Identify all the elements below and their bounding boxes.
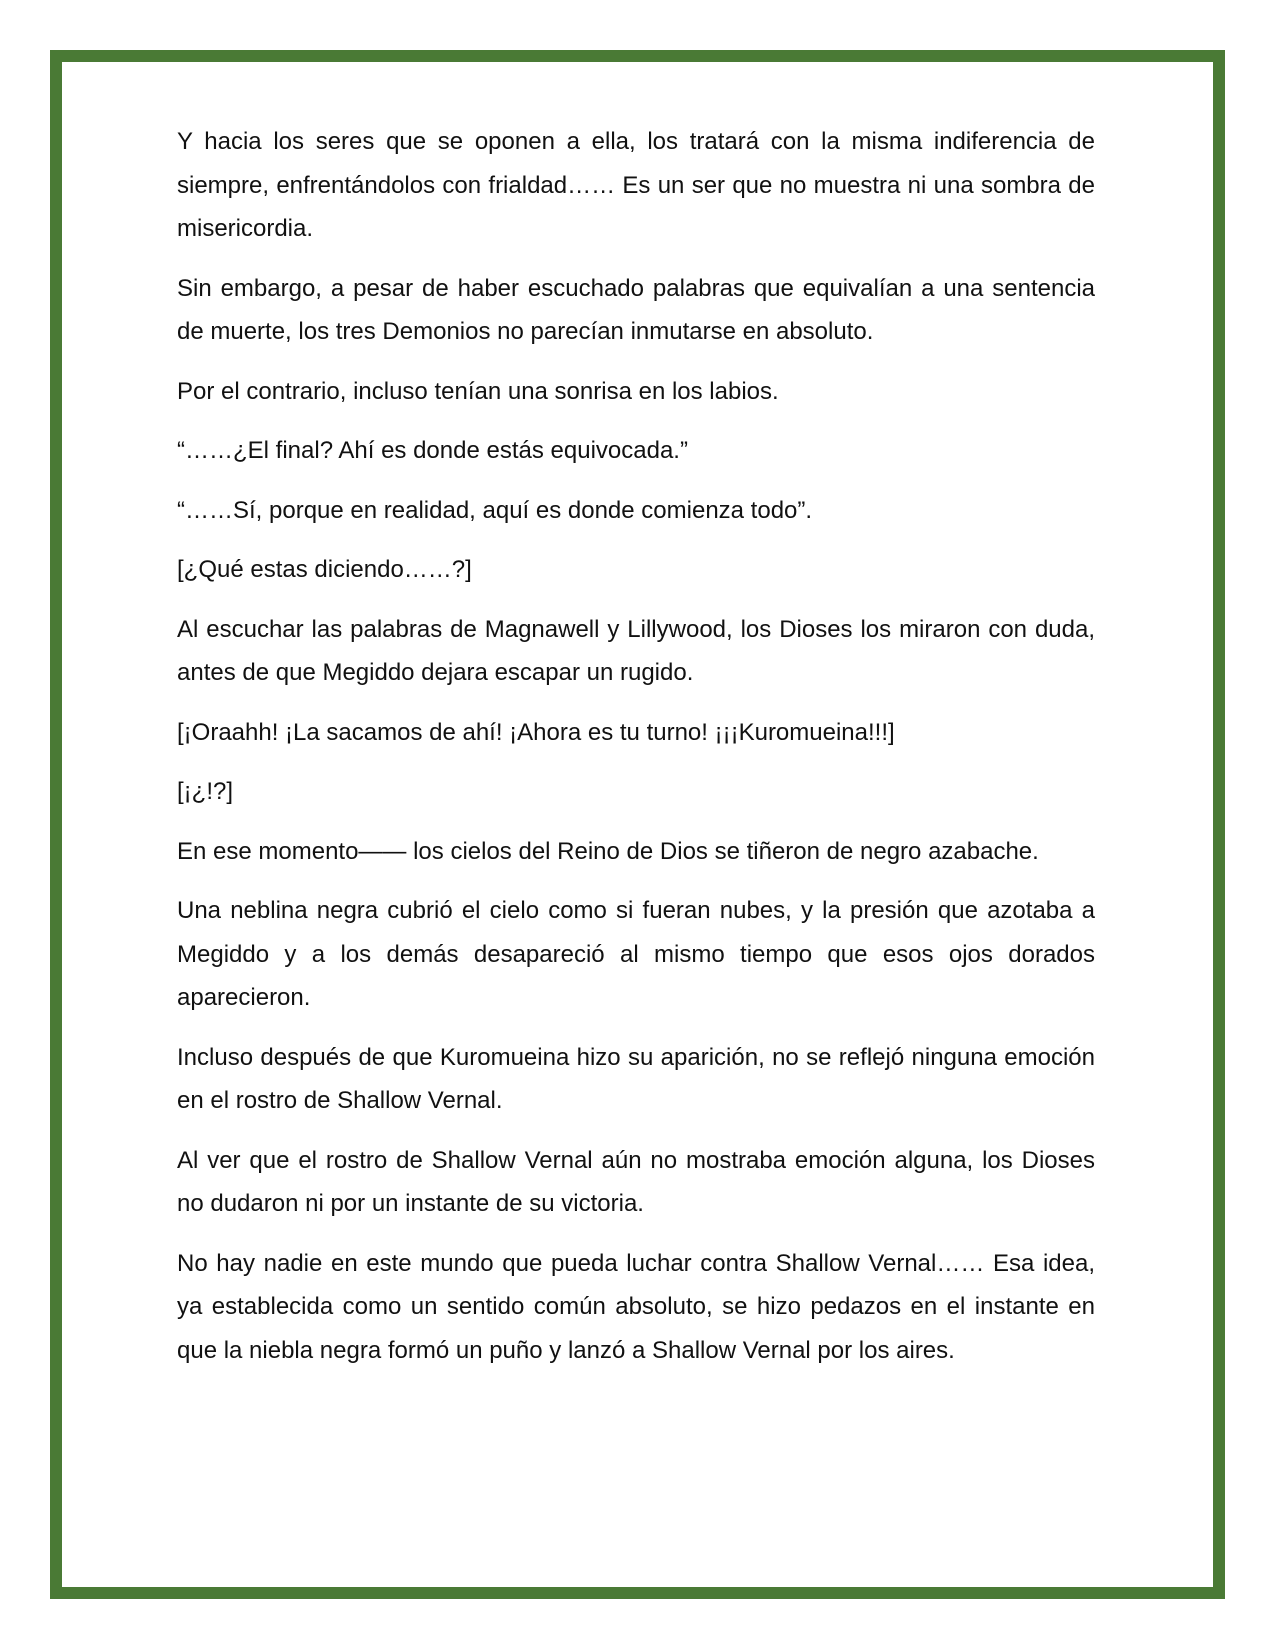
paragraph-5: En ese momento—— los cielos del Reino de Dios se tiñeron de negro azabache.: [177, 837, 1039, 865]
dialogue-line-3: [¿Qué estas diciendo……?]: [177, 556, 472, 583]
dialogue-line-2: “……Sí, porque en realidad, aquí es donde comienza todo”.: [177, 496, 813, 524]
paragraph-9: No hay nadie en este mundo que pueda luchar contra Shallow Vernal…… Esa idea, ya establecida como un sentido común absoluto, se hizo pedazos en el instante en que la niebla negra formó un puño y lanzó a Shallow Vernal por los aires.: [177, 1249, 1095, 1364]
document-body: [177, 120, 1095, 1388]
paragraph-7: Incluso después de que Kuromueina hizo su aparición, no se reflejó ninguna emoción en el rostro de Shallow Vernal.: [177, 1043, 1095, 1114]
paragraph-2: Sin embargo, a pesar de haber escuchado palabras que equivalían a una sentencia de muerte, los tres Demonios no parecían inmutarse en absoluto.: [177, 274, 1095, 345]
paragraph-8: Al ver que el rostro de Shallow Vernal aún no mostraba emoción alguna, los Dioses no dudaron ni por un instante de su victoria.: [177, 1146, 1095, 1217]
dialogue-line-5: [¡¿!?]: [177, 778, 234, 805]
paragraph-1: Y hacia los seres que se oponen a ella, los tratará con la misma indiferencia de siempre, enfrentándolos con frialdad…… Es un ser que no muestra ni una sombra de misericordia.: [177, 128, 1095, 242]
dialogue-line-1: “……¿El final? Ahí es donde estás equivocada.”: [177, 437, 688, 464]
paragraph-3: Por el contrario, incluso tenían una sonrisa en los labios.: [177, 377, 779, 405]
paragraph-4: Al escuchar las palabras de Magnawell y Lillywood, los Dioses los miraron con duda, antes de que Megiddo dejara escapar un rugido.: [177, 615, 1095, 686]
dialogue-line-4: [¡Oraahh! ¡La sacamos de ahí! ¡Ahora es tu turno! ¡¡¡Kuromueina!!!]: [177, 718, 895, 746]
paragraph-6: Una neblina negra cubrió el cielo como si fueran nubes, y la presión que azotaba a Megiddo y a los demás desapareció al mismo tiempo que esos ojos dorados aparecieron.: [177, 897, 1095, 1011]
